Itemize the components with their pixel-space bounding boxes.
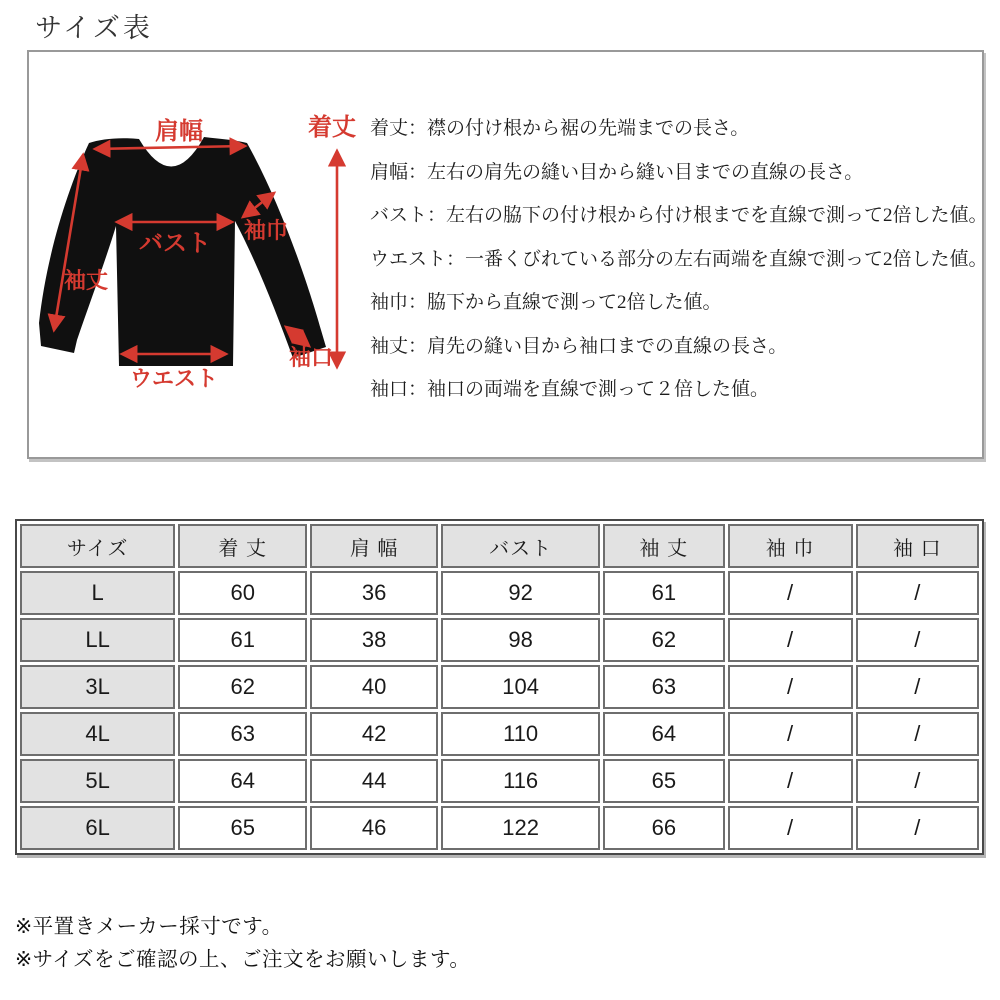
table-row: [20, 712, 979, 756]
value-cell: /: [856, 712, 979, 756]
value-cell: 61: [178, 618, 307, 662]
value-cell: /: [856, 571, 979, 615]
table-row: [20, 571, 979, 615]
value-cell: 98: [441, 618, 600, 662]
bust-label: バスト: [139, 228, 211, 257]
col-header-size: サイズ: [20, 524, 175, 568]
col-header-sleeve-length: 袖 丈: [603, 524, 724, 568]
value-cell: 122: [441, 806, 600, 850]
value-cell: /: [856, 665, 979, 709]
col-header-bust: バスト: [441, 524, 600, 568]
value-cell: 64: [603, 712, 724, 756]
definition-sodeguchi: 袖口：袖口の両端を直線で測って２倍した値。: [370, 379, 770, 400]
table-header-row: [20, 524, 979, 568]
value-cell: 44: [310, 759, 438, 803]
value-cell: /: [728, 571, 853, 615]
definition-bust: バスト：左右の脇下の付け根から付け根までを直線で測って2倍した値。: [370, 205, 988, 226]
value-cell: 60: [178, 571, 307, 615]
definition-sodetake: 袖丈：肩先の縫い目から袖口までの直線の長さ。: [370, 335, 788, 357]
table-row: [20, 759, 979, 803]
definition-waist: ウエスト：一番くびれている部分の左右両端を直線で測って2倍した値。: [370, 248, 988, 270]
body-length-label: 着丈: [308, 112, 356, 141]
value-cell: /: [856, 759, 979, 803]
value-cell: 116: [441, 759, 600, 803]
value-cell: 40: [310, 665, 438, 709]
value-cell: 65: [603, 759, 724, 803]
value-cell: /: [856, 618, 979, 662]
note-size-confirmation: ※サイズをご確認の上、ご注文をお願いします。: [15, 948, 471, 971]
size-cell: 5L: [20, 759, 175, 803]
definition-sodehaba: 袖巾：脇下から直線で測って2倍した値。: [370, 292, 722, 313]
size-cell: LL: [20, 618, 175, 662]
col-header-body-length: 着 丈: [178, 524, 307, 568]
value-cell: 38: [310, 618, 438, 662]
value-cell: /: [728, 665, 853, 709]
definition-katahaba: 肩幅：左右の肩先の縫い目から縫い目までの直線の長さ。: [370, 161, 864, 183]
footer-notes: [15, 910, 470, 976]
sleeve-width-label: 袖巾: [243, 218, 289, 244]
note-measurement-method: ※平置きメーカー採寸です。: [15, 915, 283, 938]
value-cell: 104: [441, 665, 600, 709]
value-cell: 46: [310, 806, 438, 850]
value-cell: 62: [178, 665, 307, 709]
size-cell: 3L: [20, 665, 175, 709]
sleeve-length-label: 袖丈: [63, 268, 109, 294]
page-title: サイズ表: [35, 13, 153, 43]
value-cell: 63: [178, 712, 307, 756]
value-cell: 64: [178, 759, 307, 803]
value-cell: 42: [310, 712, 438, 756]
col-header-cuff: 袖 口: [856, 524, 979, 568]
table-row: [20, 806, 979, 850]
size-cell: 4L: [20, 712, 175, 756]
shoulder-width-label: 肩幅: [155, 116, 203, 145]
value-cell: 110: [441, 712, 600, 756]
definition-kitake: 着丈：襟の付け根から裾の先端までの長さ。: [370, 118, 750, 139]
value-cell: 62: [603, 618, 724, 662]
size-cell: L: [20, 571, 175, 615]
value-cell: /: [728, 618, 853, 662]
table-row: [20, 618, 979, 662]
garment-diagram: [29, 95, 369, 400]
measurement-diagram-panel: [27, 50, 988, 459]
size-table: [15, 519, 984, 855]
col-header-shoulder: 肩 幅: [310, 524, 438, 568]
value-cell: /: [728, 759, 853, 803]
value-cell: 65: [178, 806, 307, 850]
value-cell: 92: [441, 571, 600, 615]
measurement-definitions: [370, 107, 988, 412]
col-header-sleeve-width: 袖 巾: [728, 524, 853, 568]
value-cell: 61: [603, 571, 724, 615]
value-cell: 63: [603, 665, 724, 709]
value-cell: 36: [310, 571, 438, 615]
table-row: [20, 665, 979, 709]
value-cell: /: [728, 712, 853, 756]
waist-label: ウエスト: [129, 366, 219, 392]
cuff-label: 袖口: [288, 345, 334, 371]
value-cell: /: [856, 806, 979, 850]
size-cell: 6L: [20, 806, 175, 850]
value-cell: /: [728, 806, 853, 850]
value-cell: 66: [603, 806, 724, 850]
